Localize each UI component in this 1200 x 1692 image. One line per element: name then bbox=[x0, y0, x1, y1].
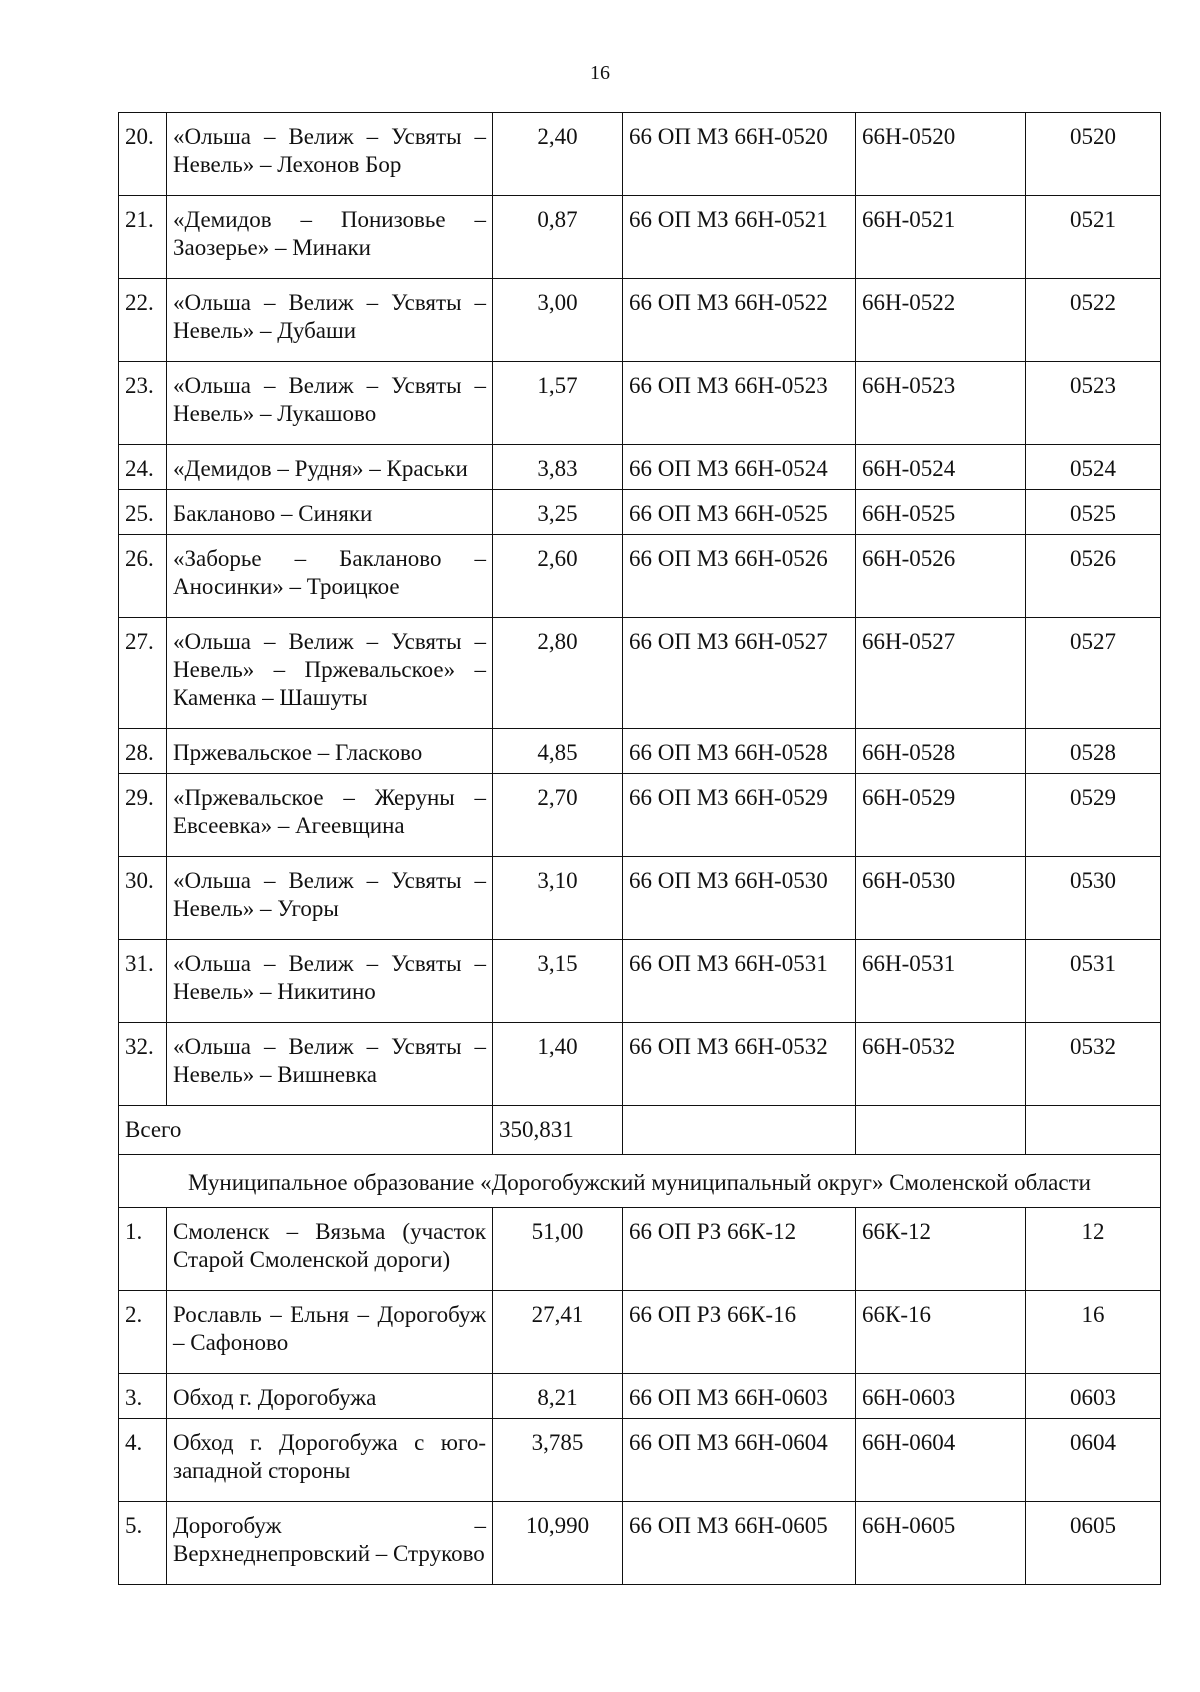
road-reg-number: 66Н-0603 bbox=[856, 1374, 1026, 1419]
road-code: 0526 bbox=[1026, 535, 1161, 618]
road-name: Обход г. Дорогобужа bbox=[167, 1374, 493, 1419]
road-id-number: 66 ОП МЗ 66Н-0526 bbox=[623, 535, 856, 618]
road-id-number: 66 ОП МЗ 66Н-0603 bbox=[623, 1374, 856, 1419]
road-length: 2,70 bbox=[493, 774, 623, 857]
road-reg-number: 66Н-0604 bbox=[856, 1419, 1026, 1502]
road-reg-number: 66Н-0530 bbox=[856, 857, 1026, 940]
table-row bbox=[119, 1208, 1161, 1291]
road-code: 0525 bbox=[1026, 490, 1161, 535]
table-row bbox=[119, 1291, 1161, 1374]
road-code: 0520 bbox=[1026, 113, 1161, 196]
road-code: 0524 bbox=[1026, 445, 1161, 490]
road-name: «Ольша – Велиж – Усвяты – Невель» – Угоры bbox=[167, 857, 493, 940]
road-name: «Демидов – Понизовье – Заозерье» – Минаки bbox=[167, 196, 493, 279]
road-code: 12 bbox=[1026, 1208, 1161, 1291]
row-number: 2. bbox=[119, 1291, 167, 1374]
road-length: 4,85 bbox=[493, 729, 623, 774]
table-row bbox=[119, 1023, 1161, 1106]
road-id-number: 66 ОП МЗ 66Н-0523 bbox=[623, 362, 856, 445]
row-number: 1. bbox=[119, 1208, 167, 1291]
road-name: Дорогобуж – Верхнеднепровский – Струково bbox=[167, 1502, 493, 1585]
road-id-number: 66 ОП МЗ 66Н-0605 bbox=[623, 1502, 856, 1585]
road-id-number: 66 ОП МЗ 66Н-0529 bbox=[623, 774, 856, 857]
road-name: «Демидов – Рудня» – Краськи bbox=[167, 445, 493, 490]
table-row bbox=[119, 774, 1161, 857]
table-row bbox=[119, 618, 1161, 729]
road-reg-number: 66К-16 bbox=[856, 1291, 1026, 1374]
table-row bbox=[119, 196, 1161, 279]
total-empty-cell bbox=[856, 1106, 1026, 1155]
total-empty-cell bbox=[1026, 1106, 1161, 1155]
section-row bbox=[119, 1155, 1161, 1208]
road-length: 3,25 bbox=[493, 490, 623, 535]
road-id-number: 66 ОП МЗ 66Н-0528 bbox=[623, 729, 856, 774]
road-code: 0529 bbox=[1026, 774, 1161, 857]
total-label: Всего bbox=[119, 1106, 493, 1155]
road-code: 0527 bbox=[1026, 618, 1161, 729]
road-reg-number: 66Н-0520 bbox=[856, 113, 1026, 196]
road-name: «Ольша – Велиж – Усвяты – Невель» – Никитино bbox=[167, 940, 493, 1023]
road-name: «Ольша – Велиж – Усвяты – Невель» – Дубаши bbox=[167, 279, 493, 362]
road-name: «Ольша – Велиж – Усвяты – Невель» – Лехонов Бор bbox=[167, 113, 493, 196]
road-code: 0605 bbox=[1026, 1502, 1161, 1585]
road-code: 0521 bbox=[1026, 196, 1161, 279]
road-name: «Ольша – Велиж – Усвяты – Невель» – Лукашово bbox=[167, 362, 493, 445]
road-reg-number: 66Н-0527 bbox=[856, 618, 1026, 729]
road-id-number: 66 ОП МЗ 66Н-0532 bbox=[623, 1023, 856, 1106]
road-reg-number: 66Н-0532 bbox=[856, 1023, 1026, 1106]
road-length: 0,87 bbox=[493, 196, 623, 279]
road-code: 0528 bbox=[1026, 729, 1161, 774]
road-code: 0604 bbox=[1026, 1419, 1161, 1502]
total-empty-cell bbox=[623, 1106, 856, 1155]
road-code: 0522 bbox=[1026, 279, 1161, 362]
road-name: Пржевальское – Гласково bbox=[167, 729, 493, 774]
road-length: 27,41 bbox=[493, 1291, 623, 1374]
row-number: 24. bbox=[119, 445, 167, 490]
road-length: 2,80 bbox=[493, 618, 623, 729]
road-code: 0531 bbox=[1026, 940, 1161, 1023]
section-title: Муниципальное образование «Дорогобужский муниципальный округ» Смоленской области bbox=[119, 1155, 1161, 1208]
road-code: 0530 bbox=[1026, 857, 1161, 940]
table-body-part-b bbox=[119, 1208, 1161, 1585]
table-row bbox=[119, 535, 1161, 618]
table-row bbox=[119, 1502, 1161, 1585]
road-reg-number: 66Н-0528 bbox=[856, 729, 1026, 774]
road-name: «Заборье – Бакланово – Аносинки» – Троицкое bbox=[167, 535, 493, 618]
road-reg-number: 66Н-0526 bbox=[856, 535, 1026, 618]
road-id-number: 66 ОП МЗ 66Н-0604 bbox=[623, 1419, 856, 1502]
road-id-number: 66 ОП МЗ 66Н-0521 bbox=[623, 196, 856, 279]
road-name: Бакланово – Синяки bbox=[167, 490, 493, 535]
road-name: Смоленск – Вязьма (участок Старой Смоленской дороги) bbox=[167, 1208, 493, 1291]
total-row bbox=[119, 1106, 1161, 1155]
table-row bbox=[119, 940, 1161, 1023]
table-row bbox=[119, 279, 1161, 362]
road-length: 1,57 bbox=[493, 362, 623, 445]
road-id-number: 66 ОП МЗ 66Н-0522 bbox=[623, 279, 856, 362]
row-number: 32. bbox=[119, 1023, 167, 1106]
row-number: 23. bbox=[119, 362, 167, 445]
row-number: 5. bbox=[119, 1502, 167, 1585]
road-code: 0532 bbox=[1026, 1023, 1161, 1106]
road-length: 3,83 bbox=[493, 445, 623, 490]
table-row bbox=[119, 113, 1161, 196]
table-row bbox=[119, 490, 1161, 535]
roads-table bbox=[118, 112, 1161, 1585]
road-name: «Ольша – Велиж – Усвяты – Невель» – Вишневка bbox=[167, 1023, 493, 1106]
road-reg-number: 66Н-0522 bbox=[856, 279, 1026, 362]
road-length: 1,40 bbox=[493, 1023, 623, 1106]
road-reg-number: 66Н-0531 bbox=[856, 940, 1026, 1023]
row-number: 29. bbox=[119, 774, 167, 857]
table-row bbox=[119, 1419, 1161, 1502]
road-length: 8,21 bbox=[493, 1374, 623, 1419]
table-row bbox=[119, 445, 1161, 490]
road-code: 0603 bbox=[1026, 1374, 1161, 1419]
road-id-number: 66 ОП МЗ 66Н-0531 bbox=[623, 940, 856, 1023]
road-name: «Ольша – Велиж – Усвяты – Невель» – Пржевальское» – Каменка – Шашуты bbox=[167, 618, 493, 729]
road-length: 3,00 bbox=[493, 279, 623, 362]
table-row bbox=[119, 729, 1161, 774]
road-length: 2,40 bbox=[493, 113, 623, 196]
row-number: 28. bbox=[119, 729, 167, 774]
road-name: Обход г. Дорогобужа с юго-западной стороны bbox=[167, 1419, 493, 1502]
road-id-number: 66 ОП РЗ 66К-12 bbox=[623, 1208, 856, 1291]
road-length: 3,785 bbox=[493, 1419, 623, 1502]
row-number: 26. bbox=[119, 535, 167, 618]
road-id-number: 66 ОП МЗ 66Н-0520 bbox=[623, 113, 856, 196]
road-id-number: 66 ОП МЗ 66Н-0525 bbox=[623, 490, 856, 535]
road-id-number: 66 ОП РЗ 66К-16 bbox=[623, 1291, 856, 1374]
road-length: 2,60 bbox=[493, 535, 623, 618]
row-number: 31. bbox=[119, 940, 167, 1023]
row-number: 22. bbox=[119, 279, 167, 362]
road-code: 16 bbox=[1026, 1291, 1161, 1374]
road-length: 51,00 bbox=[493, 1208, 623, 1291]
row-number: 4. bbox=[119, 1419, 167, 1502]
road-id-number: 66 ОП МЗ 66Н-0524 bbox=[623, 445, 856, 490]
road-reg-number: 66К-12 bbox=[856, 1208, 1026, 1291]
road-id-number: 66 ОП МЗ 66Н-0527 bbox=[623, 618, 856, 729]
row-number: 27. bbox=[119, 618, 167, 729]
row-number: 30. bbox=[119, 857, 167, 940]
road-reg-number: 66Н-0529 bbox=[856, 774, 1026, 857]
road-id-number: 66 ОП МЗ 66Н-0530 bbox=[623, 857, 856, 940]
table-row bbox=[119, 362, 1161, 445]
row-number: 3. bbox=[119, 1374, 167, 1419]
road-reg-number: 66Н-0523 bbox=[856, 362, 1026, 445]
road-reg-number: 66Н-0524 bbox=[856, 445, 1026, 490]
road-reg-number: 66Н-0521 bbox=[856, 196, 1026, 279]
road-reg-number: 66Н-0605 bbox=[856, 1502, 1026, 1585]
page-number: 16 bbox=[590, 62, 610, 84]
row-number: 25. bbox=[119, 490, 167, 535]
table-row bbox=[119, 1374, 1161, 1419]
row-number: 21. bbox=[119, 196, 167, 279]
road-length: 3,10 bbox=[493, 857, 623, 940]
total-length: 350,831 bbox=[493, 1106, 623, 1155]
road-length: 3,15 bbox=[493, 940, 623, 1023]
road-length: 10,990 bbox=[493, 1502, 623, 1585]
road-code: 0523 bbox=[1026, 362, 1161, 445]
road-name: «Пржевальское – Жеруны – Евсеевка» – Агеевщина bbox=[167, 774, 493, 857]
table-row bbox=[119, 857, 1161, 940]
road-name: Рославль – Ельня – Дорогобуж – Сафоново bbox=[167, 1291, 493, 1374]
row-number: 20. bbox=[119, 113, 167, 196]
table-body-part-a bbox=[119, 113, 1161, 1106]
table-total-section bbox=[119, 1106, 1161, 1208]
road-reg-number: 66Н-0525 bbox=[856, 490, 1026, 535]
